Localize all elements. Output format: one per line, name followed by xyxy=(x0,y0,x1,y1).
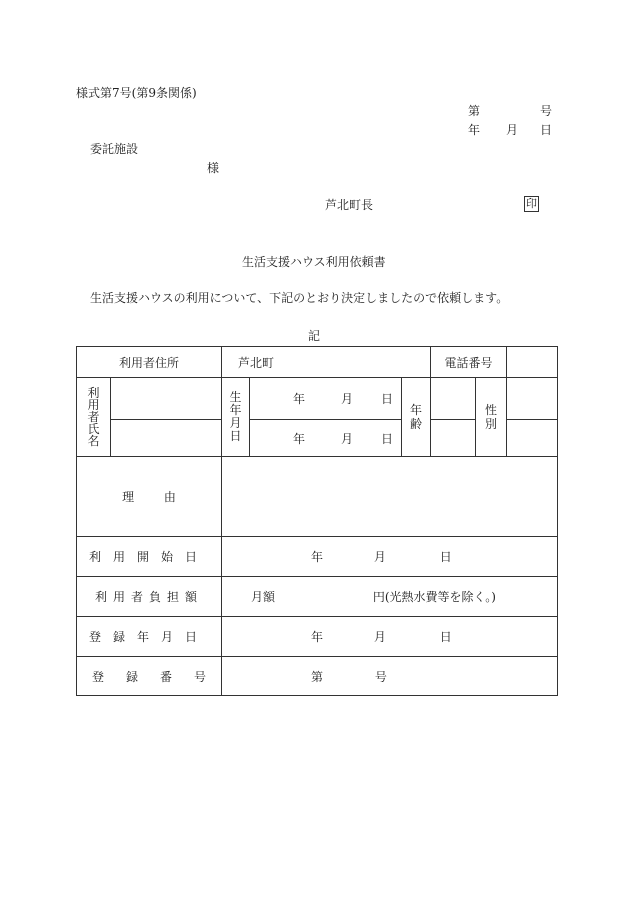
birth-month: 月 xyxy=(340,431,353,446)
birth-day: 日 xyxy=(381,431,394,446)
address-label: 利用者住所 xyxy=(119,355,180,370)
phone-value-cell xyxy=(507,347,558,378)
sex-label-char: 性 xyxy=(485,403,498,417)
body-text: 生活支援ハウスの利用について、下記のとおり決定しましたので依頼します。 xyxy=(90,291,509,305)
registration-date-value-cell xyxy=(222,617,558,657)
date-month: 月 xyxy=(506,123,519,137)
address-value-cell xyxy=(222,347,431,378)
start-day: 日 xyxy=(439,550,452,564)
registration-number-label: 登録番号 xyxy=(92,669,229,684)
age-label xyxy=(402,403,430,431)
burden-label: 利用者負担額 xyxy=(95,590,204,604)
sex-label xyxy=(476,403,506,431)
document-title: 生活支援ハウス利用依頼書 xyxy=(242,255,386,269)
start-date-row xyxy=(77,537,558,577)
birth-date-2 xyxy=(250,430,401,447)
reg-month: 月 xyxy=(373,630,386,644)
date-day: 日 xyxy=(540,123,553,137)
burden-label-cell xyxy=(77,577,222,617)
registration-number-value-cell xyxy=(222,657,558,696)
reason-value-cell xyxy=(222,457,558,537)
birth-label-char: 年 xyxy=(229,403,242,417)
doc-number-prefix: 第 xyxy=(468,104,481,118)
birth-date-1 xyxy=(250,390,401,407)
birth-day: 日 xyxy=(381,392,394,406)
seal-stamp: 印 xyxy=(526,197,537,210)
sex-value-cell-2 xyxy=(507,420,558,457)
sex-value-cell-1 xyxy=(507,378,558,420)
start-date-label-cell xyxy=(77,537,222,577)
reason-row xyxy=(77,457,558,537)
address-label-cell xyxy=(77,347,222,378)
name-label-char: 名 xyxy=(87,434,100,448)
reg-number-prefix: 第 xyxy=(311,669,324,684)
name-value-cell-1 xyxy=(111,378,222,420)
name-label-char: 用 xyxy=(87,398,100,412)
birth-month: 月 xyxy=(340,392,353,406)
birth-date-cell-1 xyxy=(250,378,402,420)
start-date-label: 利用開始日 xyxy=(89,550,210,564)
phone-label-cell xyxy=(431,347,507,378)
phone-label: 電話番号 xyxy=(444,355,493,370)
burden-monthly: 月額 xyxy=(251,590,276,604)
reg-day: 日 xyxy=(439,630,452,644)
start-year: 年 xyxy=(311,550,324,564)
request-form-table xyxy=(76,346,558,696)
sex-label-cell xyxy=(476,378,507,457)
registration-date-label-cell xyxy=(77,617,222,657)
start-date-value-cell xyxy=(222,537,558,577)
date-year: 年 xyxy=(468,123,481,137)
name-label-char: 氏 xyxy=(87,422,100,436)
sex-label-char: 別 xyxy=(485,417,498,431)
birth-label-char: 生 xyxy=(229,390,242,404)
doc-number-suffix: 号 xyxy=(540,104,553,118)
recipient-honorific: 様 xyxy=(207,161,220,175)
name-label-char: 利 xyxy=(87,386,100,400)
registration-number-label-cell xyxy=(77,657,229,696)
age-label-cell xyxy=(402,378,431,457)
birth-label-cell xyxy=(222,378,250,457)
birth-label-char: 日 xyxy=(229,429,242,443)
address-row xyxy=(77,347,558,378)
registration-date-row xyxy=(77,617,558,657)
age-label-char: 齢 xyxy=(410,417,423,431)
name-label-char: 者 xyxy=(87,410,100,424)
birth-year: 年 xyxy=(292,431,305,446)
birth-year: 年 xyxy=(292,392,305,406)
burden-note: 円(光熱水費等を除く。) xyxy=(372,590,496,604)
reason-label-cell xyxy=(77,457,222,537)
reg-number-suffix: 号 xyxy=(374,669,387,684)
age-value-cell-1 xyxy=(431,378,476,420)
reg-year: 年 xyxy=(311,630,324,644)
start-month: 月 xyxy=(373,550,386,564)
age-label-char: 年 xyxy=(410,403,423,417)
name-label-cell xyxy=(77,378,111,457)
birth-date-cell-2 xyxy=(250,420,402,457)
name-value-cell-2 xyxy=(111,420,222,457)
ki-marker: 記 xyxy=(308,329,321,343)
reason-label-2: 由 xyxy=(163,490,176,504)
birth-label xyxy=(222,391,249,443)
sender-name: 芦北町長 xyxy=(325,198,374,212)
burden-row xyxy=(77,577,558,617)
reason-label-1: 理 xyxy=(122,490,135,504)
recipient-name: 委託施設 xyxy=(90,142,139,156)
registration-date-label: 登録年月日 xyxy=(89,630,210,644)
person-row-1 xyxy=(77,378,558,420)
registration-number-row xyxy=(77,657,558,696)
burden-value-cell xyxy=(222,577,558,617)
birth-label-char: 月 xyxy=(229,416,242,430)
form-number: 様式第7号(第9条関係) xyxy=(76,86,197,100)
address-value: 芦北町 xyxy=(238,355,275,370)
age-value-cell-2 xyxy=(431,420,476,457)
name-label xyxy=(77,387,110,447)
